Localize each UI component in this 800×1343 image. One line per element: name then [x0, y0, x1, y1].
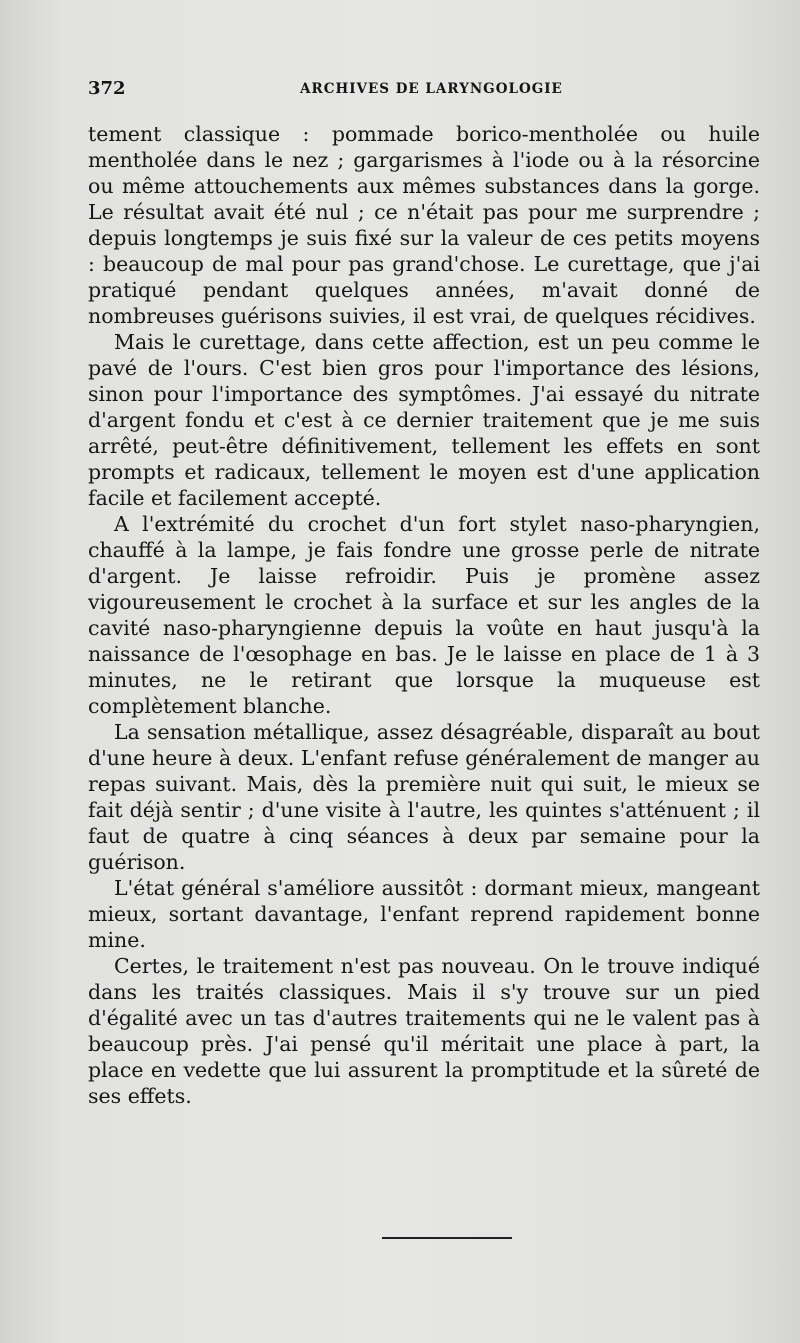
paragraph-4: La sensation métallique, assez désagréable, disparaît au bout d'une heure à deux. L'enfant refuse généralement de manger au repas suivant. Mais, dès la première nuit qui suit, le mieux se fait déjà sentir ; d'une visite à l'autre, les quintes s'atténuent ; il faut de quatre à cinq séances à deux par semaine pour la guérison. — [88, 720, 760, 874]
page-header — [88, 78, 760, 102]
running-title: ARCHIVES DE LARYNGOLOGIE — [300, 81, 563, 97]
paragraph-2: Mais le curettage, dans cette affection, est un peu comme le pavé de l'ours. C'est bien gros pour l'importance des lésions, sinon pour l'importance des symptômes. J'ai essayé du nitrate d'argent fondu et c'est à ce dernier traitement que je me suis arrêté, peut-être définitivement, tellement les effets en sont prompts et radicaux, tellement le moyen est d'une application facile et facilement accepté. — [88, 330, 760, 510]
body-text — [88, 121, 760, 1109]
paragraph-5: L'état général s'améliore aussitôt : dormant mieux, mangeant mieux, sortant davantage, l'enfant reprend rapidement bonne mine. — [88, 876, 760, 952]
paragraph-6: Certes, le traitement n'est pas nouveau. On le trouve indiqué dans les traités classiques. Mais il s'y trouve sur un pied d'égalité avec un tas d'autres traitements qui ne le valent pas à beaucoup près. J'ai pensé qu'il méritait une place à part, la place en vedette que lui assurent la promptitude et la sûreté de ses effets. — [88, 954, 760, 1108]
page-number: 372 — [88, 78, 126, 99]
paragraph-3: A l'extrémité du crochet d'un fort stylet naso-pharyngien, chauffé à la lampe, je fais fondre une grosse perle de nitrate d'argent. Je laisse refroidir. Puis je promène assez vigoureusement le crochet à la surface et sur les angles de la cavité naso-pharyngienne depuis la voûte en haut jusqu'à la naissance de l'œsophage en bas. Je le laisse en place de 1 à 3 minutes, ne le retirant que lorsque la muqueuse est complètement blanche. — [88, 512, 760, 718]
paragraph-1: tement classique : pommade borico-mentholée ou huile mentholée dans le nez ; gargarismes à l'iode ou à la résorcine ou même attouchements aux mêmes substances dans la gorge. Le résultat avait été nul ; ce n'était pas pour me surprendre ; depuis longtemps je suis fixé sur la valeur de ces petits moyens : beaucoup de mal pour pas grand'chose. Le curettage, que j'ai pratiqué pendant quelques années, m'avait donné de nombreuses guérisons suivies, il est vrai, de quelques récidives. — [88, 122, 760, 328]
section-divider — [382, 1237, 512, 1239]
